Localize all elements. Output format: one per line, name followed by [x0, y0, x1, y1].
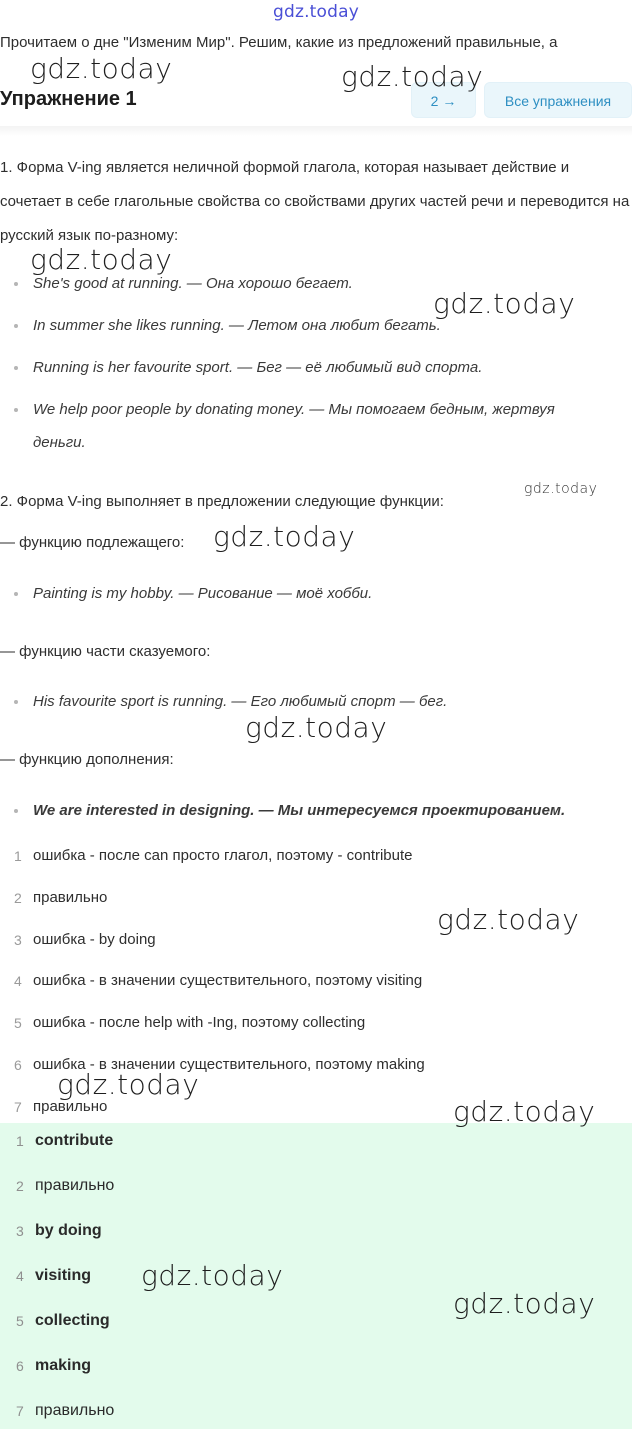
answer-number: 3 — [16, 1223, 24, 1239]
item-number: 1 — [14, 848, 22, 864]
header-divider — [0, 126, 632, 136]
intro-text: Прочитаем о дне "Изменим Мир". Решим, какие из предложений правильные, а — [0, 34, 558, 51]
answer-text: collecting — [35, 1312, 110, 1329]
item-number: 6 — [14, 1057, 22, 1073]
answer-number: 4 — [16, 1268, 24, 1284]
item-number: 4 — [14, 973, 22, 989]
function-subject: — функцию подлежащего: — [0, 534, 185, 551]
bullet-dot — [14, 282, 18, 286]
item-text: ошибка - by doing — [33, 931, 156, 948]
example-text: We help poor people by donating money. — Мы помогаем бедным, жертвуя — [33, 401, 555, 418]
item-number: 7 — [14, 1099, 22, 1115]
watermark: gdz.today — [341, 60, 484, 93]
example-text: Running is her favourite sport. — Бег — её любимый вид спорта. — [33, 359, 483, 376]
item-text: ошибка - после can просто глагол, поэтому - contribute — [33, 847, 413, 864]
answer-number: 5 — [16, 1313, 24, 1329]
answer-number: 2 — [16, 1178, 24, 1194]
answer-number: 1 — [16, 1133, 24, 1149]
answer-text: making — [35, 1357, 92, 1374]
bullet-dot — [14, 324, 18, 328]
watermark: gdz.today — [30, 243, 173, 276]
watermark: gdz.today — [433, 287, 576, 320]
example-text: деньги. — [33, 434, 86, 451]
theory-paragraph-2: 2. Форма V-ing выполняет в предложении следующие функции: — [0, 493, 444, 510]
item-text: ошибка - в значении существительного, поэтому making — [33, 1056, 425, 1073]
bullet-dot — [14, 592, 18, 596]
item-text: правильно — [33, 889, 108, 906]
bullet-dot — [14, 700, 18, 704]
watermark: gdz.today — [141, 1259, 284, 1292]
item-number: 3 — [14, 932, 22, 948]
watermark: gdz.today — [30, 52, 173, 85]
theory-paragraph-1: 1. Форма V-ing является неличной формой глагола, которая называет действие и сочетает в себе глагольные свойства со свойствами других частей речи и переводится на русский язык по-разному: — [0, 159, 630, 244]
watermark: gdz.today — [245, 711, 388, 744]
example-text: Painting is my hobby. — Рисование — моё хобби. — [33, 585, 373, 602]
top-watermark: gdz.today — [272, 2, 360, 22]
bullet-dot — [14, 366, 18, 370]
watermark: gdz.today — [437, 903, 580, 936]
answer-text: contribute — [35, 1132, 114, 1149]
item-text: ошибка - после help with -Ing, поэтому collecting — [33, 1014, 366, 1031]
answer-text: правильно — [35, 1402, 115, 1419]
bullet-dot — [14, 809, 18, 813]
item-text: ошибка - в значении существительного, поэтому visiting — [33, 972, 423, 989]
answer-text: visiting — [35, 1267, 92, 1284]
answer-number: 6 — [16, 1358, 24, 1374]
example-text: She's good at running. — Она хорошо бегает. — [33, 275, 353, 292]
item-text: правильно — [33, 1098, 108, 1115]
function-object: — функцию дополнения: — [0, 751, 174, 768]
example-text: We are interested in designing. — Мы интересуемся проектированием. — [33, 802, 566, 819]
watermark: gdz.today — [57, 1068, 200, 1101]
next-exercise-button[interactable]: 2 → — [411, 82, 476, 118]
watermark: gdz.today — [524, 481, 598, 497]
item-number: 2 — [14, 890, 22, 906]
all-exercises-button[interactable]: Все упражнения — [484, 82, 632, 118]
exercise-title: Упражнение 1 — [0, 88, 137, 110]
item-number: 5 — [14, 1015, 22, 1031]
function-predicate: — функцию части сказуемого: — [0, 643, 211, 660]
watermark: gdz.today — [213, 520, 356, 553]
watermark: gdz.today — [453, 1095, 596, 1128]
bullet-dot — [14, 408, 18, 412]
example-text: His favourite sport is running. — Его любимый спорт — бег. — [33, 693, 448, 710]
watermark: gdz.today — [453, 1287, 596, 1320]
answer-number: 7 — [16, 1403, 24, 1419]
example-text: In summer she likes running. — Летом она любит бегать. — [33, 317, 441, 334]
answers-box — [0, 1123, 632, 1429]
answer-text: by doing — [35, 1222, 102, 1239]
answer-text: правильно — [35, 1177, 115, 1194]
